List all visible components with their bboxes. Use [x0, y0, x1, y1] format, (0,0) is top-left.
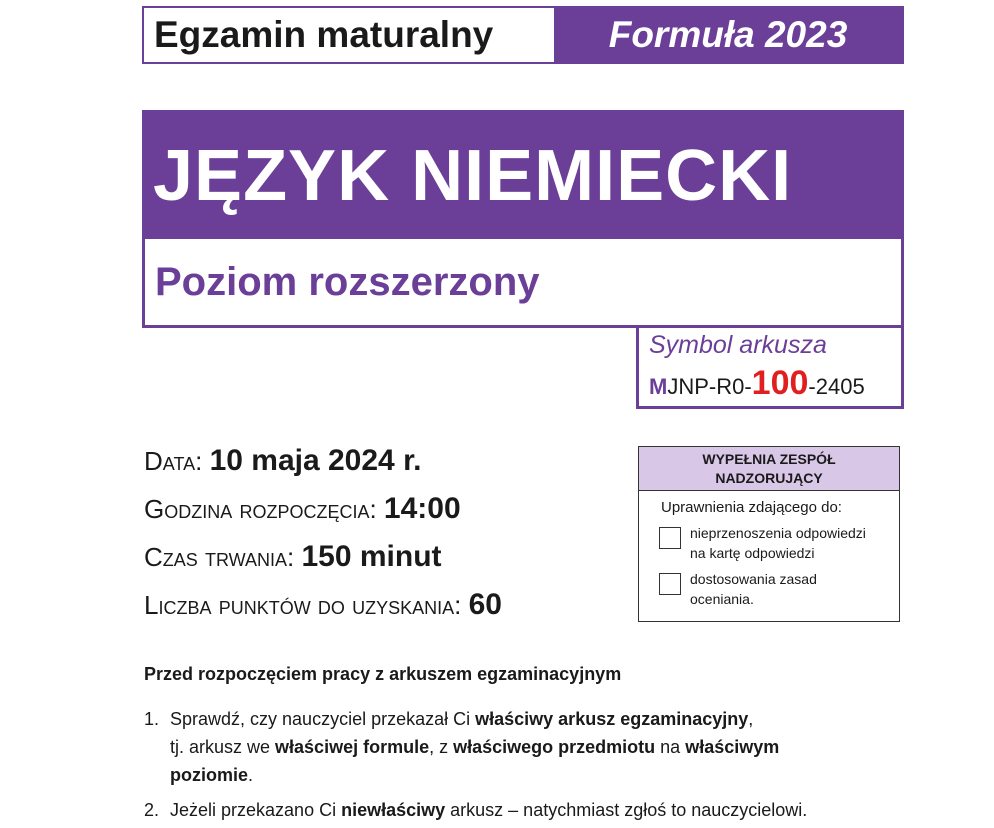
instruction-item-1 [144, 705, 904, 789]
subject-box [142, 110, 904, 328]
no-transfer-checkbox[interactable] [659, 527, 681, 549]
option-no-transfer [659, 523, 866, 563]
symbol-code-m: M [649, 374, 668, 399]
subject-title: JĘZYK NIEMIECKI [145, 113, 901, 239]
sheet-symbol-code [649, 364, 891, 403]
instruction-2-number: 2. [144, 800, 160, 820]
symbol-code-suffix: -2405 [808, 374, 865, 399]
exam-header [142, 6, 904, 64]
supervisor-box [638, 446, 900, 622]
no-transfer-label-2: na kartę odpowiedzi [690, 545, 815, 561]
no-transfer-label-1: nieprzenoszenia odpowiedzi [690, 525, 866, 541]
exam-points-label: Liczba punktów do uzyskania: [144, 590, 462, 620]
exam-date-label: Data: [144, 446, 203, 476]
supervisor-subheading: Uprawnienia zdającego do: [661, 499, 842, 516]
exam-date-value: 10 maja 2024 r. [209, 444, 422, 477]
exam-points-value: 60 [468, 588, 502, 621]
exam-start-value: 14:00 [383, 492, 461, 525]
subject-level: Poziom rozszerzony [155, 259, 540, 304]
instruction-2-text: Jeżeli przekazano Ci niewłaściwy arkusz – natychmiast zgłoś to nauczycielowi. [170, 800, 808, 820]
instructions-title: Przed rozpoczęciem pracy z arkuszem egzaminacyjnym [144, 664, 622, 684]
exam-date [144, 444, 421, 478]
supervisor-heading-line2: NADZORUJĄCY [715, 470, 823, 486]
symbol-code-prefix: JNP-R0- [667, 374, 752, 399]
supervisor-heading [639, 447, 899, 491]
adjusted-grading-label-1: dostosowania zasad [690, 571, 817, 587]
sheet-symbol-box [636, 325, 904, 409]
symbol-code-number: 100 [751, 364, 809, 402]
sheet-symbol-label: Symbol arkusza [649, 331, 827, 359]
instruction-1-number: 1. [144, 709, 160, 729]
instruction-1-text: Sprawdź, czy nauczyciel przekazał Ci właściwy arkusz egzaminacyjny, tj. arkusz we właściwej formule, z właściwego przedmiotu na właściwym poziomie. [170, 709, 780, 785]
supervisor-heading-line1: WYPEŁNIA ZESPÓŁ [702, 451, 836, 467]
exam-duration-label: Czas trwania: [144, 542, 295, 572]
adjusted-grading-checkbox[interactable] [659, 573, 681, 595]
exam-start-label: Godzina rozpoczęcia: [144, 494, 377, 524]
exam-start-time [144, 492, 461, 526]
exam-type: Egzamin maturalny [144, 8, 554, 62]
exam-formula: Formuła 2023 [554, 8, 902, 62]
adjusted-grading-label-2: oceniania. [690, 591, 754, 607]
instruction-item-2 [144, 796, 904, 824]
exam-duration [144, 540, 442, 574]
exam-duration-value: 150 minut [301, 540, 442, 573]
option-adjusted-grading [659, 569, 817, 609]
exam-points [144, 588, 502, 622]
